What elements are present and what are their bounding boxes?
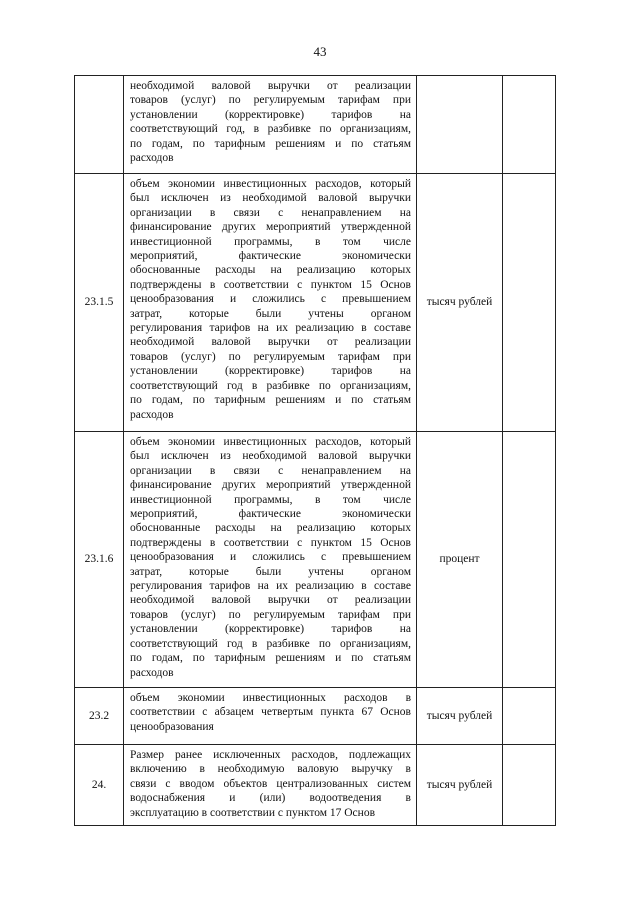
description-line: организации в связи с ненаправлением на — [130, 206, 411, 219]
row-value-cell — [503, 432, 556, 688]
row-number-cell: 24. — [75, 745, 124, 826]
description-line: расходов — [130, 152, 174, 165]
description-line: соответствии с абзацем четвертым пункта 67 Основ — [130, 706, 411, 719]
description-line: установлении (корректировке) тарифов на — [130, 623, 411, 636]
row-value-cell — [503, 745, 556, 826]
table-row — [75, 432, 556, 688]
description-line: организации в связи с ненаправлением на — [130, 464, 411, 477]
description-line: затрат, которые были учтены органом — [130, 307, 411, 320]
row-number-cell: 23.1.5 — [75, 174, 124, 432]
page-number: 43 — [313, 44, 327, 59]
description-line: расходов — [130, 666, 174, 679]
description-line: необходимой валовой выручки от реализации — [130, 80, 411, 92]
description-line: подтверждены в соответствии с пунктом 15 Основ — [130, 278, 411, 291]
description-line: инвестиционной программы, в том числе — [130, 235, 411, 248]
description-line: ценообразования и сложились с превышением — [130, 551, 411, 564]
description-line: по годам, по тарифным решениям и по статьям — [130, 394, 411, 407]
description-line: мероприятий, фактические экономически — [130, 508, 411, 521]
description-line: необходимой валовой выручки от реализации — [130, 336, 411, 349]
description-line: по годам, по тарифным решениям и по статьям — [130, 137, 411, 150]
row-description-cell — [124, 174, 417, 432]
description-line: связи с вводом объектов централизованных систем — [130, 777, 411, 790]
description-line: подтверждены в соответствии с пунктом 15 Основ — [130, 536, 411, 549]
description-line: по годам, по тарифным решениям и по статьям — [130, 652, 411, 665]
description-line: регулирования тарифов на их реализацию в составе — [130, 580, 411, 593]
description-line: был исключен из необходимой валовой выручки — [130, 192, 411, 205]
description-line: товаров (услуг) по регулируемым тарифам при — [130, 350, 411, 363]
description-line: соответствующий год в разбивке по организациям, — [130, 379, 411, 392]
description-line: объем экономии инвестиционных расходов, который — [130, 178, 411, 190]
row-number-cell — [75, 76, 124, 174]
row-unit-cell: тысяч рублей — [417, 688, 503, 745]
row-number-cell: 23.2 — [75, 688, 124, 745]
description-line: обоснованные расходы на реализацию которых — [130, 264, 411, 277]
description-line: ценообразования и сложились с превышением — [130, 293, 411, 306]
description-line: обоснованные расходы на реализацию которых — [130, 522, 411, 535]
table-row — [75, 76, 556, 174]
description-line: эксплуатацию в соответствии с пунктом 17 Основ — [130, 806, 375, 819]
table-row — [75, 745, 556, 826]
description-line: был исключен из необходимой валовой выручки — [130, 450, 411, 463]
document-table — [74, 75, 556, 826]
description-line: объем экономии инвестиционных расходов в — [130, 692, 411, 704]
description-line: необходимой валовой выручки от реализации — [130, 594, 411, 607]
description-line: финансирование других мероприятий утвержденной — [130, 221, 411, 234]
description-line: товаров (услуг) по регулируемым тарифам при — [130, 94, 411, 107]
description-line: установлении (корректировке) тарифов на — [130, 108, 411, 121]
description-line: включению в необходимую валовую выручку в — [130, 763, 411, 776]
description-line: товаров (услуг) по регулируемым тарифам при — [130, 608, 411, 621]
description-line: объем экономии инвестиционных расходов, который — [130, 436, 411, 448]
row-unit-cell: процент — [417, 432, 503, 688]
description-line: затрат, которые были учтены органом — [130, 565, 411, 578]
row-unit-cell: тысяч рублей — [417, 745, 503, 826]
description-line: ценообразования — [130, 720, 214, 733]
description-line: соответствующий год, в разбивке по организациям, — [130, 123, 411, 136]
row-description-cell — [124, 432, 417, 688]
row-description-cell — [124, 688, 417, 745]
description-line: установлении (корректировке) тарифов на — [130, 365, 411, 378]
row-value-cell — [503, 76, 556, 174]
row-value-cell — [503, 174, 556, 432]
description-line: регулирования тарифов на их реализацию в составе — [130, 322, 411, 335]
description-line: инвестиционной программы, в том числе — [130, 493, 411, 506]
description-line: водоснабжения и (или) водоотведения в — [130, 792, 411, 805]
row-description-cell — [124, 76, 417, 174]
description-line: Размер ранее исключенных расходов, подлежащих — [130, 749, 411, 761]
table-row — [75, 688, 556, 745]
row-description-cell — [124, 745, 417, 826]
description-line: соответствующий год в разбивке по организациям, — [130, 637, 411, 650]
row-value-cell — [503, 688, 556, 745]
description-line: мероприятий, фактические экономически — [130, 250, 411, 263]
row-unit-cell: тысяч рублей — [417, 174, 503, 432]
row-unit-cell — [417, 76, 503, 174]
row-number-cell: 23.1.6 — [75, 432, 124, 688]
table-row — [75, 174, 556, 432]
description-line: расходов — [130, 408, 174, 421]
description-line: финансирование других мероприятий утвержденной — [130, 479, 411, 492]
